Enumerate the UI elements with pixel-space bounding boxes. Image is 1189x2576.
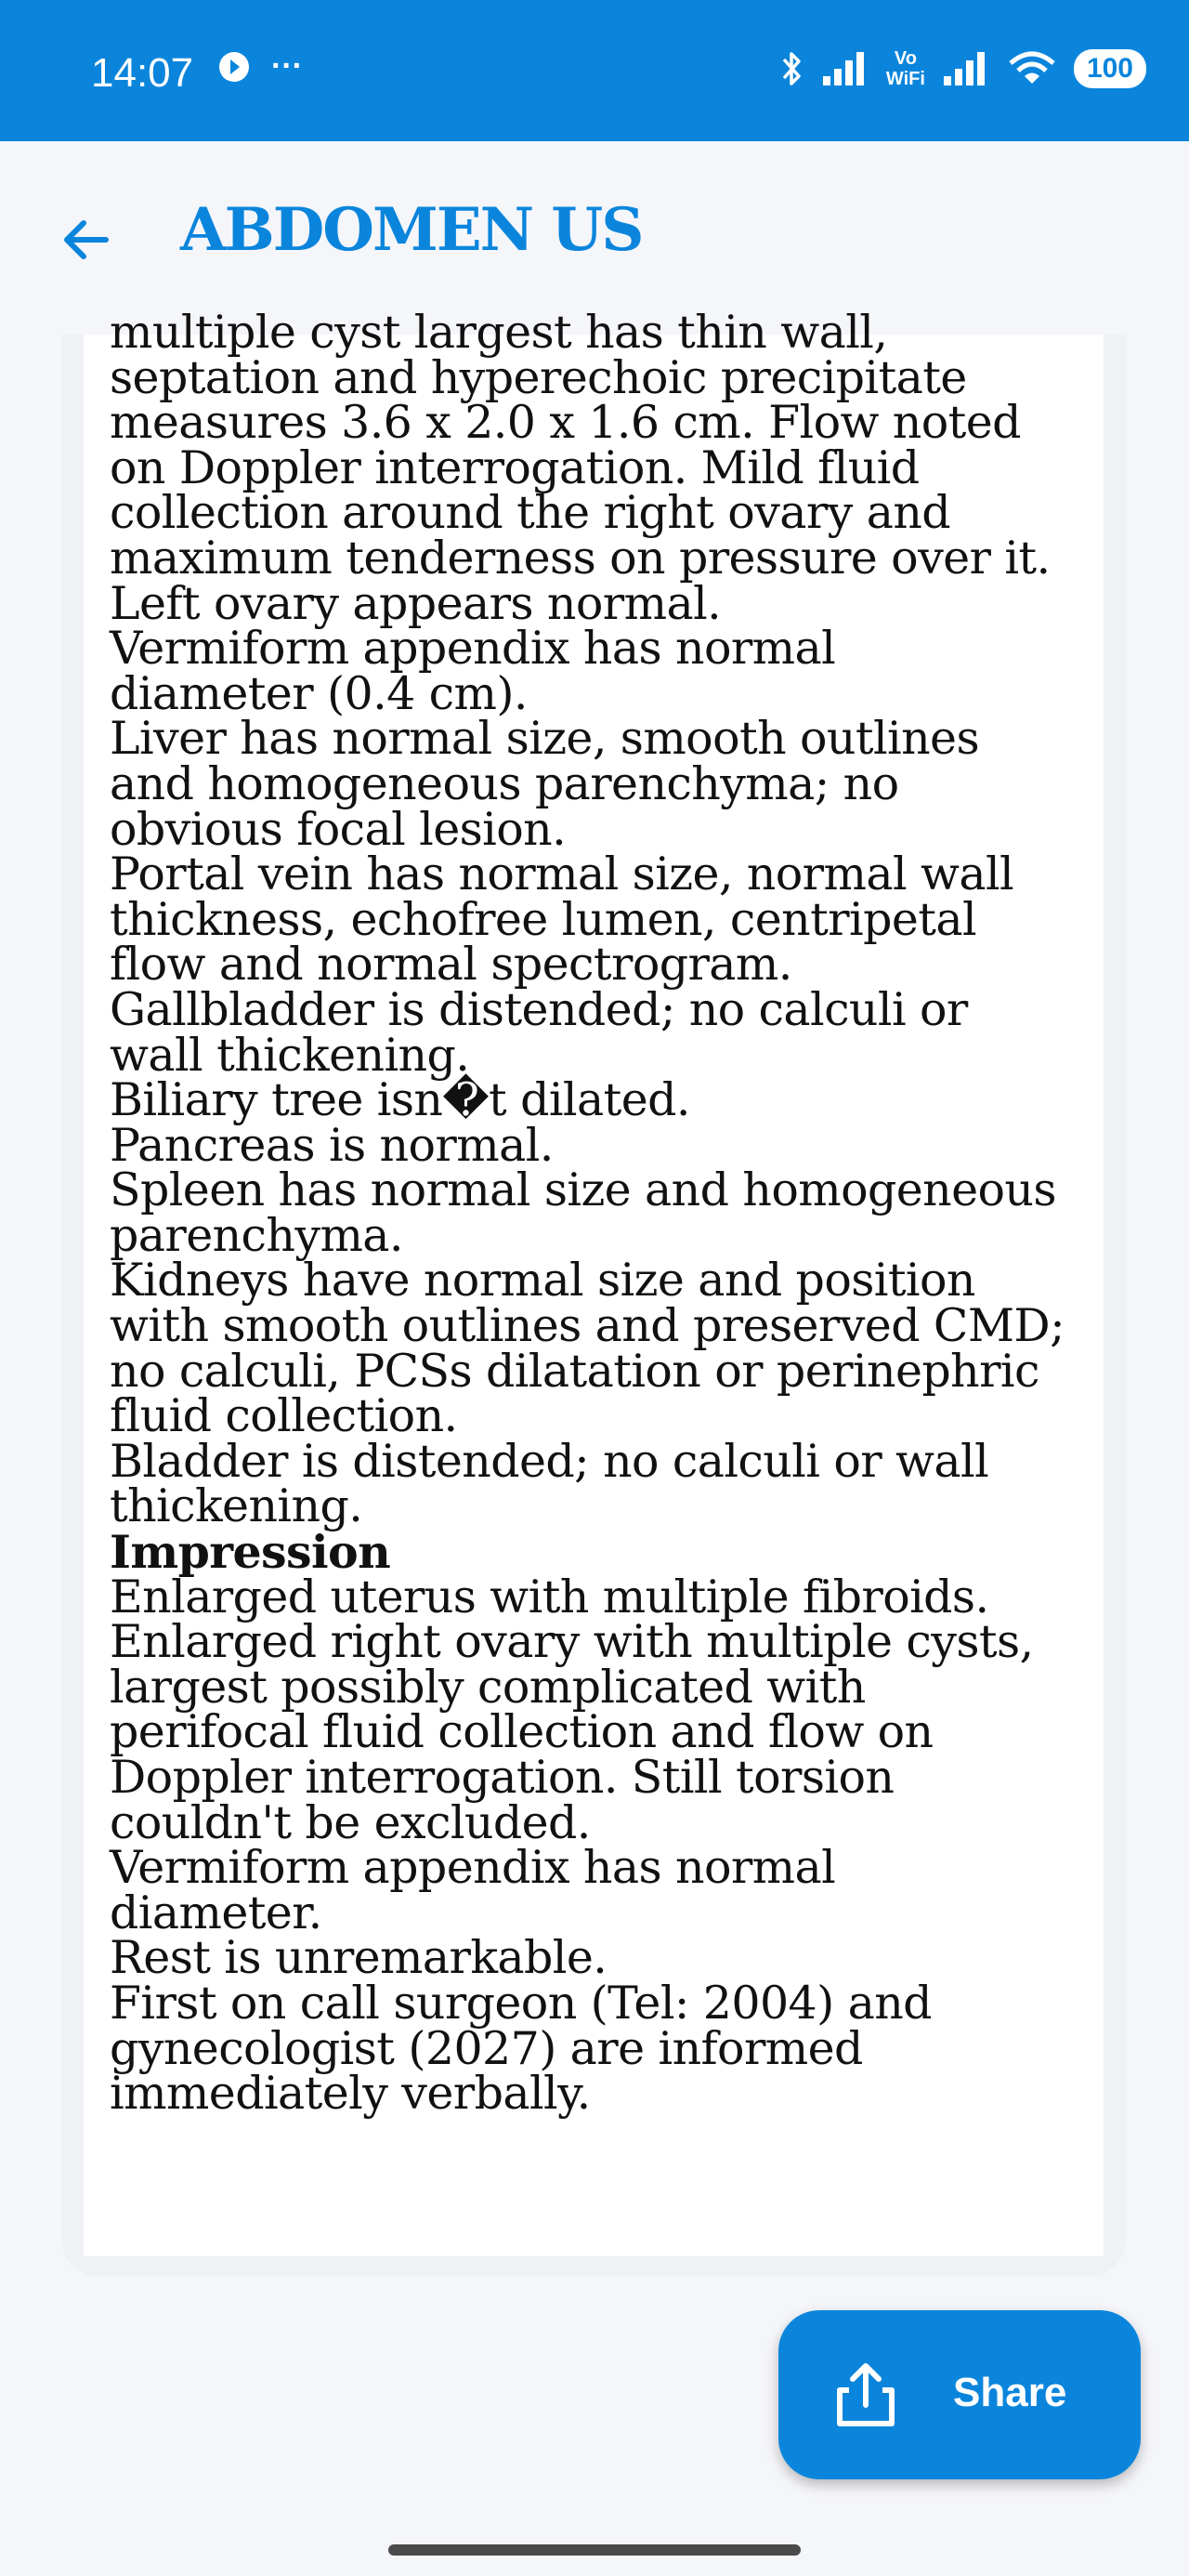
home-indicator[interactable] <box>388 2544 801 2556</box>
share-label: Share <box>953 2370 1067 2415</box>
report-line: perifocal fluid collection and flow on <box>110 1705 934 1759</box>
report-line: diameter. <box>110 1886 322 1939</box>
report-line: and homogeneous parenchyma; no <box>110 756 899 810</box>
status-bar <box>0 0 1189 141</box>
report-line: Doppler interrogation. Still torsion <box>110 1751 895 1804</box>
bluetooth-icon <box>780 48 804 89</box>
report-line: gynecologist (2027) are informed <box>110 2021 863 2075</box>
report-line: Vermiform appendix has normal <box>110 1841 836 1895</box>
status-left-icons <box>217 48 303 85</box>
report-line: largest possibly complicated with <box>110 1660 866 1714</box>
report-line: septation and hyperechoic precipitate <box>110 350 967 404</box>
report-line: Portal vein has normal size, normal wall <box>110 848 1014 901</box>
report-line: flow and normal spectrogram. <box>110 938 792 992</box>
report-line: no calculi, PCSs dilatation or perinephric <box>110 1344 1039 1398</box>
page-title: ABDOMEN US <box>180 195 643 265</box>
report-line: Bladder is distended; no calculi or wall <box>110 1434 989 1488</box>
report-line: thickness, echofree lumen, centripetal <box>110 892 977 946</box>
share-button[interactable] <box>778 2310 1141 2479</box>
report-line: Pancreas is normal. <box>110 1118 554 1172</box>
arrow-left-icon <box>58 212 113 268</box>
back-button[interactable] <box>52 206 119 273</box>
signal-icon-2 <box>942 50 990 87</box>
vowifi-top: Vo <box>894 48 917 69</box>
share-upload-icon <box>829 2357 903 2431</box>
status-overflow-icon: ··· <box>271 48 303 84</box>
report-line: Spleen has normal size and homogeneous <box>110 1163 1056 1217</box>
report-line: diameter (0.4 cm). <box>110 666 528 720</box>
wifi-icon <box>1007 50 1057 87</box>
report-text <box>110 306 1094 2121</box>
report-line: multiple cyst largest has thin wall, <box>110 306 888 359</box>
report-line: parenchyma. <box>110 1208 403 1262</box>
status-right-icons <box>780 48 1146 89</box>
report-line: thickening. <box>110 1479 363 1533</box>
notification-app-icon <box>217 50 251 84</box>
report-line: on Doppler interrogation. Mild fluid <box>110 440 920 494</box>
signal-icon <box>821 50 869 87</box>
report-line: Enlarged uterus with multiple fibroids. <box>110 1570 989 1623</box>
report-line: measures 3.6 x 2.0 x 1.6 cm. Flow noted <box>110 396 1021 450</box>
report-line: Vermiform appendix has normal <box>110 622 836 676</box>
report-line: immediately verbally. <box>110 2067 591 2121</box>
report-line: Gallbladder is distended; no calculi or <box>110 982 968 1036</box>
report-line: with smooth outlines and preserved CMD; <box>110 1299 1065 1353</box>
report-line: Biliary tree isn�t dilated. <box>110 1073 690 1127</box>
report-line: maximum tenderness on pressure over it. <box>110 531 1051 585</box>
impression-heading: Impression <box>110 1525 391 1580</box>
report-line: obvious focal lesion. <box>110 802 567 856</box>
report-card <box>61 306 1126 2277</box>
vowifi-bottom: WiFi <box>885 69 925 89</box>
report-line: Rest is unremarkable. <box>110 1931 608 1985</box>
report-scroll-area[interactable] <box>84 306 1104 2256</box>
report-line: Left ovary appears normal. <box>110 576 722 630</box>
report-line: Kidneys have normal size and position <box>110 1254 975 1308</box>
report-line: couldn't be excluded. <box>110 1795 591 1849</box>
status-time: 14:07 <box>91 50 194 96</box>
report-line: Enlarged right ovary with multiple cysts, <box>110 1615 1034 1669</box>
vowifi-indicator <box>886 48 925 89</box>
report-line: fluid collection. <box>110 1389 458 1443</box>
report-line: collection around the right ovary and <box>110 486 951 540</box>
report-line: wall thickening. <box>110 1028 470 1082</box>
report-line: Liver has normal size, smooth outlines <box>110 712 980 766</box>
battery-icon: 100 <box>1074 49 1146 88</box>
report-line: First on call surgeon (Tel: 2004) and <box>110 1976 932 2030</box>
